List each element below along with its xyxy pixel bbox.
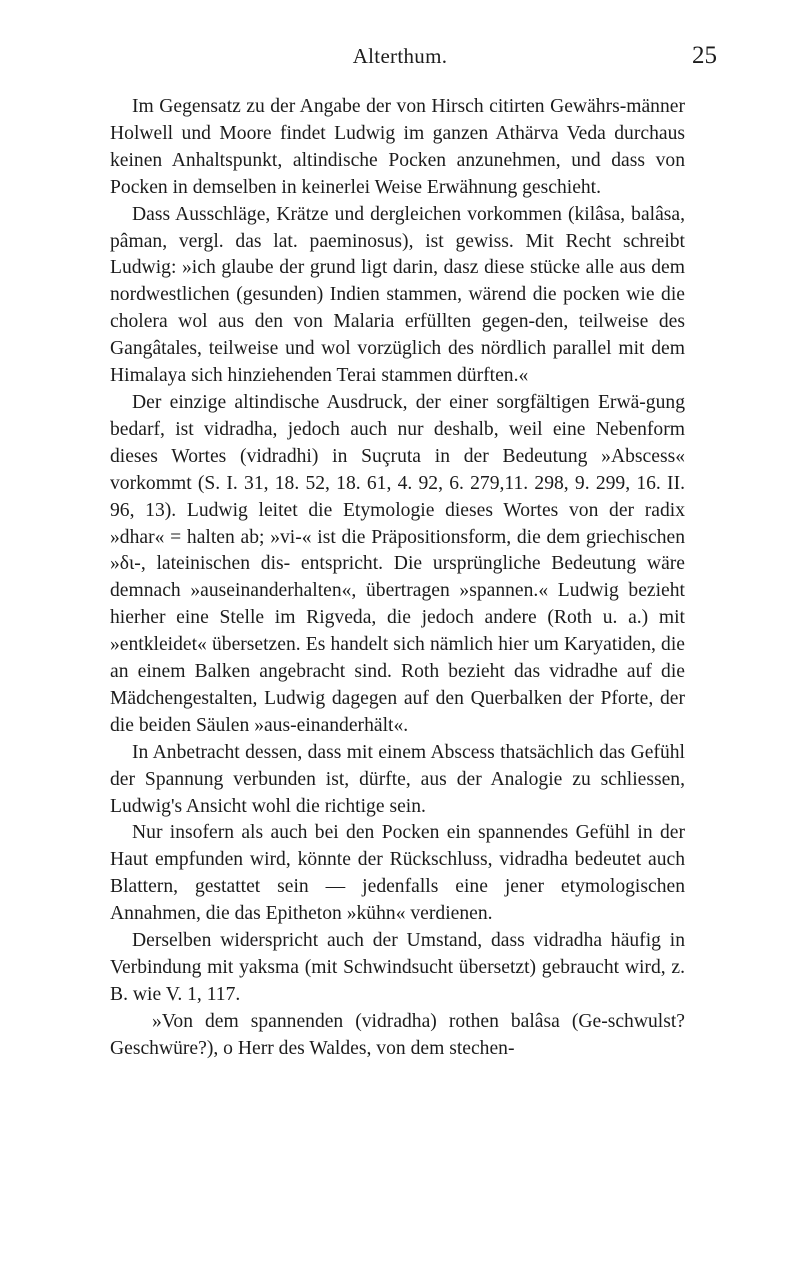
paragraph: Im Gegensatz zu der Angabe der von Hirsch citirten Gewährs-männer Holwell und Moore findet Ludwig im ganzen Athärva Veda durchaus keinen Anhaltspunkt, altindische Pocken anzunehmen, und dass von Pocken in demselben in keinerlei Weise Erwähnung geschieht. [110, 96, 685, 198]
paragraph: Der einzige altindische Ausdruck, der einer sorgfältigen Erwä-gung bedarf, ist vidradha, jedoch auch nur deshalb, weil eine Nebenform dieses Wortes (vidradhi) in Suçruta in der Bedeutung »Abscess« vorkommt (S. I. 31, 18. 52, 18. 61, 4. 92, 6. 279,11. 298, 9. 299, 16. II. 96, 13). Ludwig leitet die Etymologie dieses Wortes von der radix »dhar« = halten ab; »vi-« ist die Präpositionsform, die dem griechischen »δι-, lateinischen dis- entspricht. Die ursprüngliche Bedeutung wäre demnach »auseinanderhalten«, übertragen »spannen.« Ludwig bezieht hierher eine Stelle im Rigveda, die jedoch andere (Roth u. a.) mit »entkleidet« übersetzen. Es handelt sich nämlich hier um Karyatiden, die an einem Balken angebracht sind. Roth bezieht das vidradhe auf die Mädchengestalten, Ludwig dagegen auf den Querbalken der Pforte, der die beiden Säulen »aus-einanderhält«. [110, 391, 685, 736]
body-text [110, 94, 685, 1063]
paragraph: In Anbetracht dessen, dass mit einem Abscess thatsächlich das Gefühl der Spannung verbunden ist, dürfte, aus der Analogie zu schliessen, Ludwig's Ansicht wohl die richtige sein. [110, 741, 685, 817]
paragraph: Nur insofern als auch bei den Pocken ein spannendes Gefühl in der Haut empfunden wird, könnte der Rückschluss, vidradha bedeutet auch Blattern, gestattet sein — jedenfalls eine jener etymologischen Annahmen, die das Epitheton »kühn« verdienen. [110, 822, 685, 925]
running-title: Alterthum. [352, 44, 448, 68]
paragraph: Dass Ausschläge, Krätze und dergleichen vorkommen (kilâsa, balâsa, pâman, vergl. das lat. paeminosus), ist gewiss. Mit Recht schreibt Ludwig: »ich glaube der grund ligt darin, dasz diese stücke alle aus dem nordwestlichen (gesunden) Indien stammen, wärend die pocken wie die cholera wol aus den von Malaria erfüllten gegen-den, teilweise des Gangâtales, teilweise und wol vorzüglich des nördlich parallel mit dem Himalaya sich hinziehenden Terai stammen dürften.« [110, 203, 685, 387]
paragraph: »Von dem spannenden (vidradha) rothen balâsa (Ge-schwulst? Geschwüre?), o Herr des Waldes, von dem stechen- [110, 1010, 685, 1059]
paragraph: Derselben widerspricht auch der Umstand, dass vidradha häufig in Verbindung mit yaksma (mit Schwindsucht übersetzt) gebraucht wird, z. B. wie V. 1, 117. [110, 930, 685, 1005]
page-number: 25 [692, 42, 717, 69]
